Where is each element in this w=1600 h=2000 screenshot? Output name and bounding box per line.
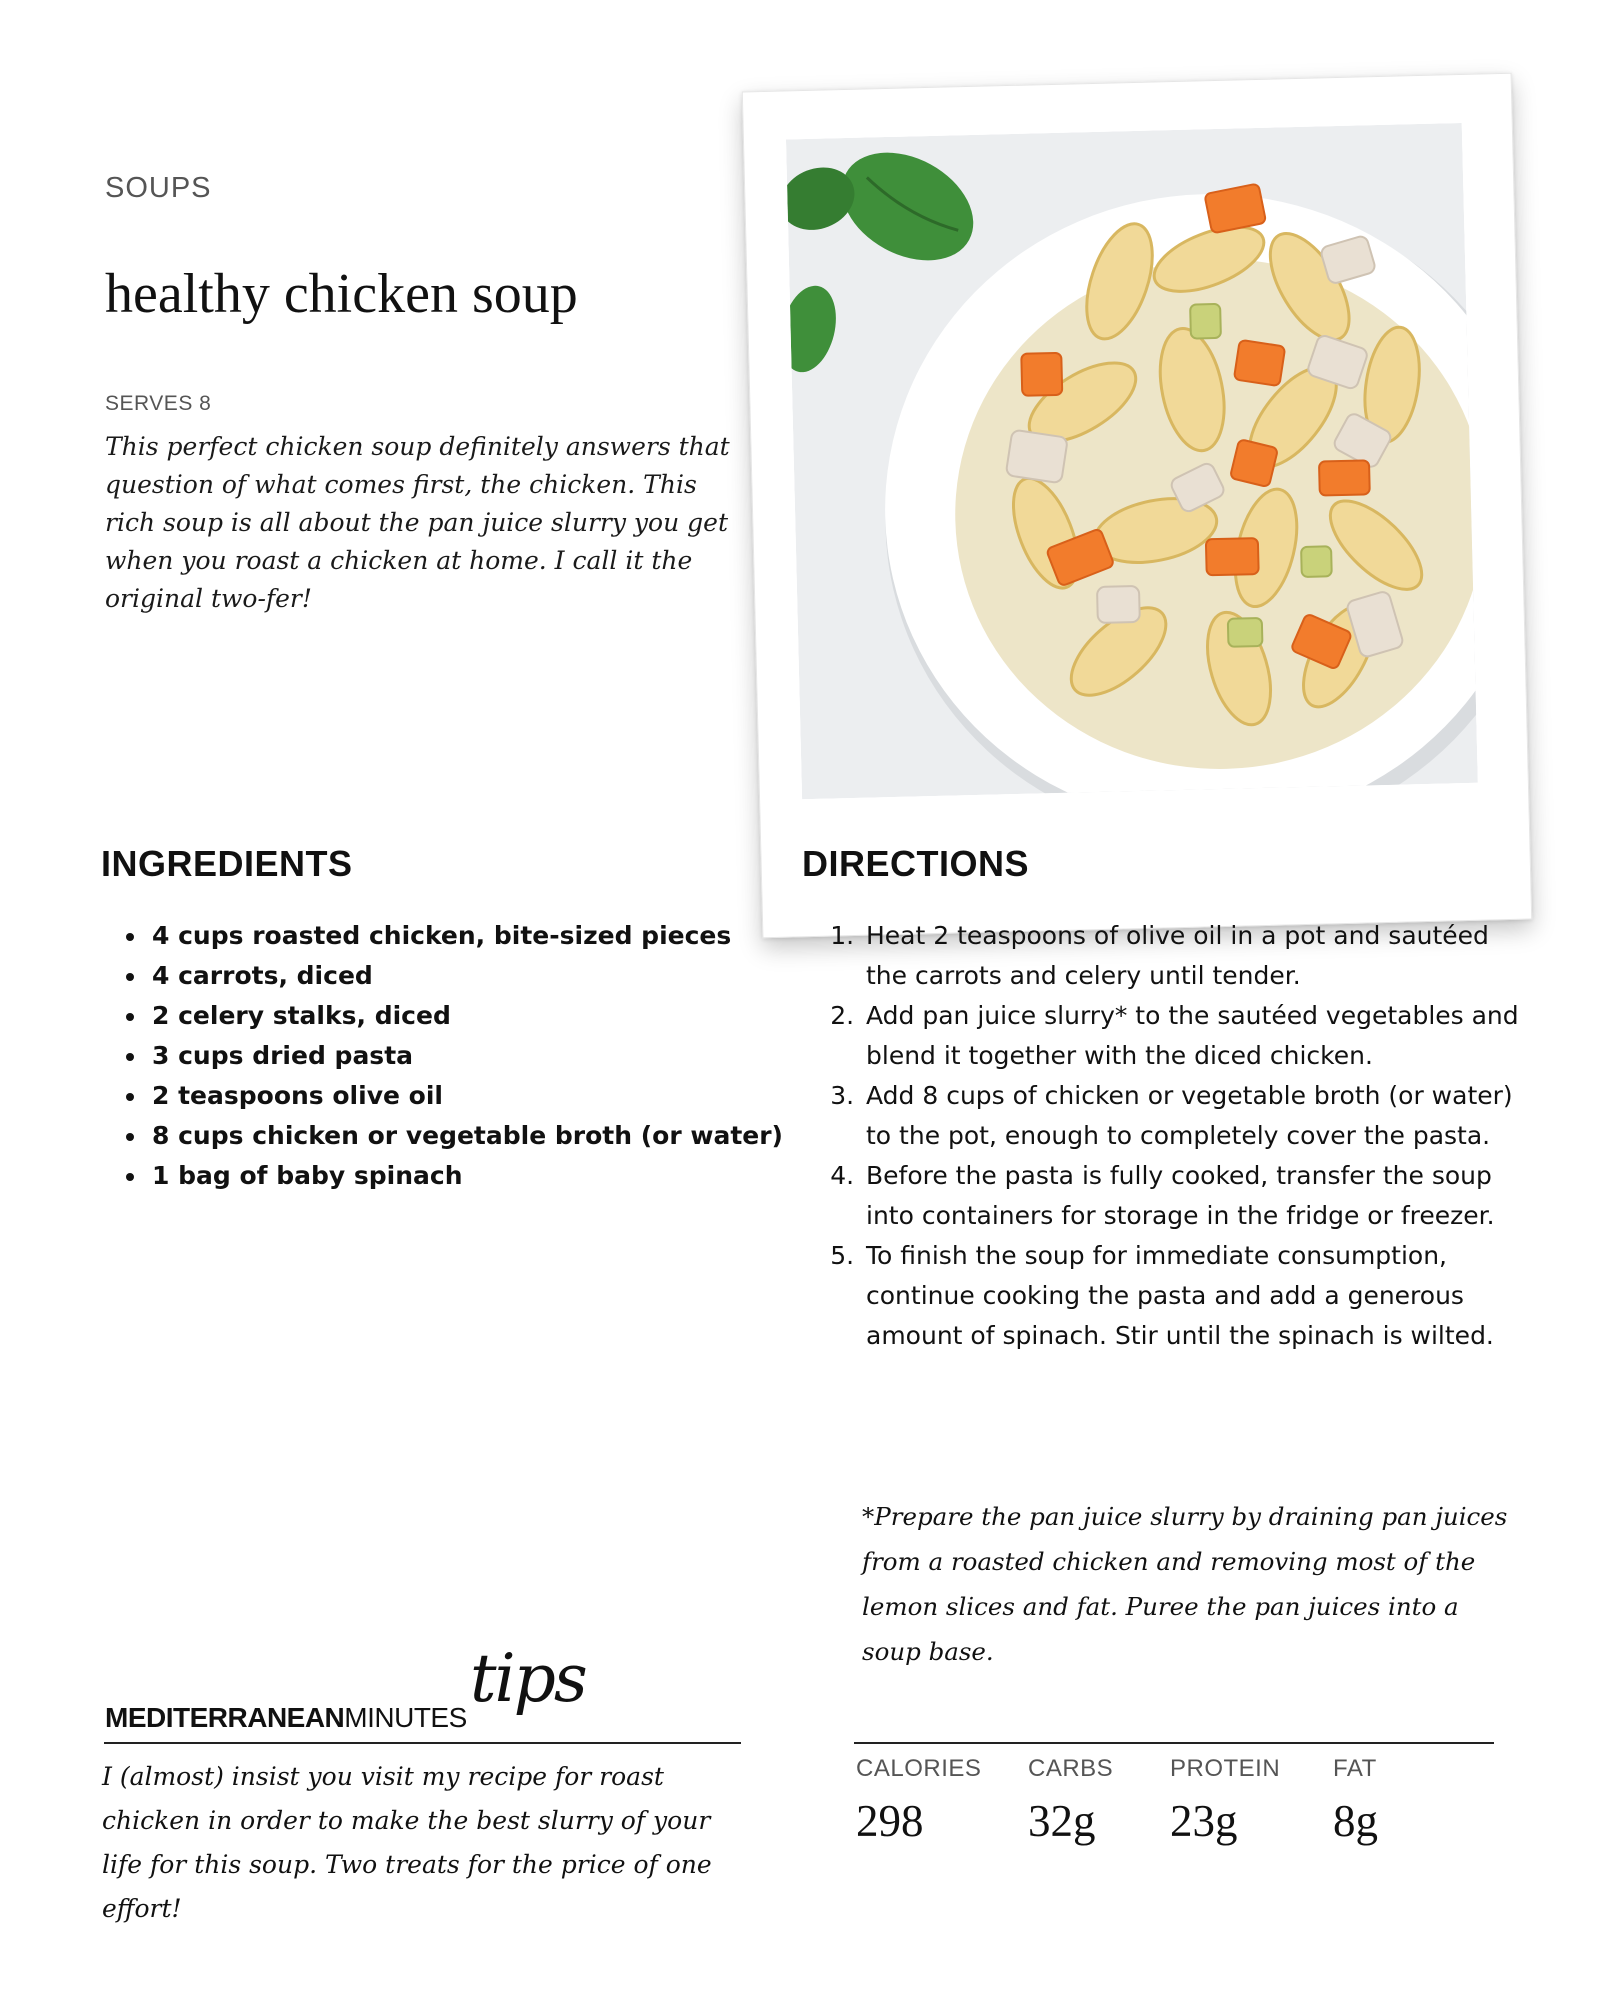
list-item: 4. Before the pasta is fully cooked, transfer the soup into containers for storage in the fridge or freezer. <box>862 1156 1522 1236</box>
category-label: SOUPS <box>105 172 212 204</box>
list-item: • 4 carrots, diced <box>148 956 788 996</box>
polaroid-frame <box>742 73 1532 939</box>
nutrition-label: CARBS <box>1028 1755 1114 1782</box>
serves-label: SERVES 8 <box>105 392 212 415</box>
nutrition-value: 32g <box>1028 1796 1096 1846</box>
brand-logo <box>105 1702 467 1734</box>
brand-light: MINUTES <box>344 1702 467 1733</box>
list-item: • 4 cups roasted chicken, bite-sized pieces <box>148 916 788 956</box>
nutrition-protein <box>1170 1755 1280 1847</box>
recipe-title: healthy chicken soup <box>105 263 578 325</box>
nutrition-label: PROTEIN <box>1170 1755 1281 1782</box>
nutrition-calories <box>856 1755 981 1847</box>
slurry-note: *Prepare the pan juice slurry by draining pan juices from a roasted chicken and removing most of the lemon slices and fat. Puree the pan juices into a soup base. <box>862 1502 1508 1666</box>
divider <box>104 1742 741 1744</box>
nutrition-value: 23g <box>1170 1796 1238 1846</box>
list-item: 1. Heat 2 teaspoons of olive oil in a pot and sautéed the carrots and celery until tender. <box>862 916 1522 996</box>
tips-text: I (almost) insist you visit my recipe for roast chicken in order to make the best slurry of your life for this soup. Two treats for the price of one effort! <box>102 1762 712 1923</box>
nutrition-carbs <box>1028 1755 1113 1847</box>
tips-script: tips <box>470 1640 586 1717</box>
divider <box>854 1742 1494 1744</box>
nutrition-value: 298 <box>856 1796 924 1846</box>
list-item: • 2 celery stalks, diced <box>148 996 788 1036</box>
recipe-intro: This perfect chicken soup definitely answers that question of what comes first, the chicken. This rich soup is all about the pan juice slurry you get when you roast a chicken at home. I call it the original two-fer! <box>105 432 730 613</box>
nutrition-label: FAT <box>1333 1755 1377 1782</box>
list-item: • 3 cups dried pasta <box>148 1036 788 1076</box>
nutrition-fat <box>1333 1755 1378 1847</box>
soup-bowl-illustration <box>786 123 1478 799</box>
soup-photo <box>786 123 1478 799</box>
list-item: • 8 cups chicken or vegetable broth (or water) <box>148 1116 788 1156</box>
list-item: 2. Add pan juice slurry* to the sautéed vegetables and blend it together with the diced chicken. <box>862 996 1522 1076</box>
nutrition-value: 8g <box>1333 1796 1378 1846</box>
nutrition-label: CALORIES <box>856 1755 982 1782</box>
list-item: • 2 teaspoons olive oil <box>148 1076 788 1116</box>
brand-bold: MEDITERRANEAN <box>105 1702 345 1733</box>
directions-heading: DIRECTIONS <box>802 843 1030 884</box>
list-item: • 1 bag of baby spinach <box>148 1156 788 1196</box>
directions-list <box>826 916 1522 1356</box>
ingredients-list <box>112 916 788 1196</box>
list-item: 5. To finish the soup for immediate consumption, continue cooking the pasta and add a generous amount of spinach. Stir until the spinach is wilted. <box>862 1236 1522 1356</box>
ingredients-heading: INGREDIENTS <box>101 843 353 884</box>
list-item: 3. Add 8 cups of chicken or vegetable broth (or water) to the pot, enough to completely cover the pasta. <box>862 1076 1522 1156</box>
